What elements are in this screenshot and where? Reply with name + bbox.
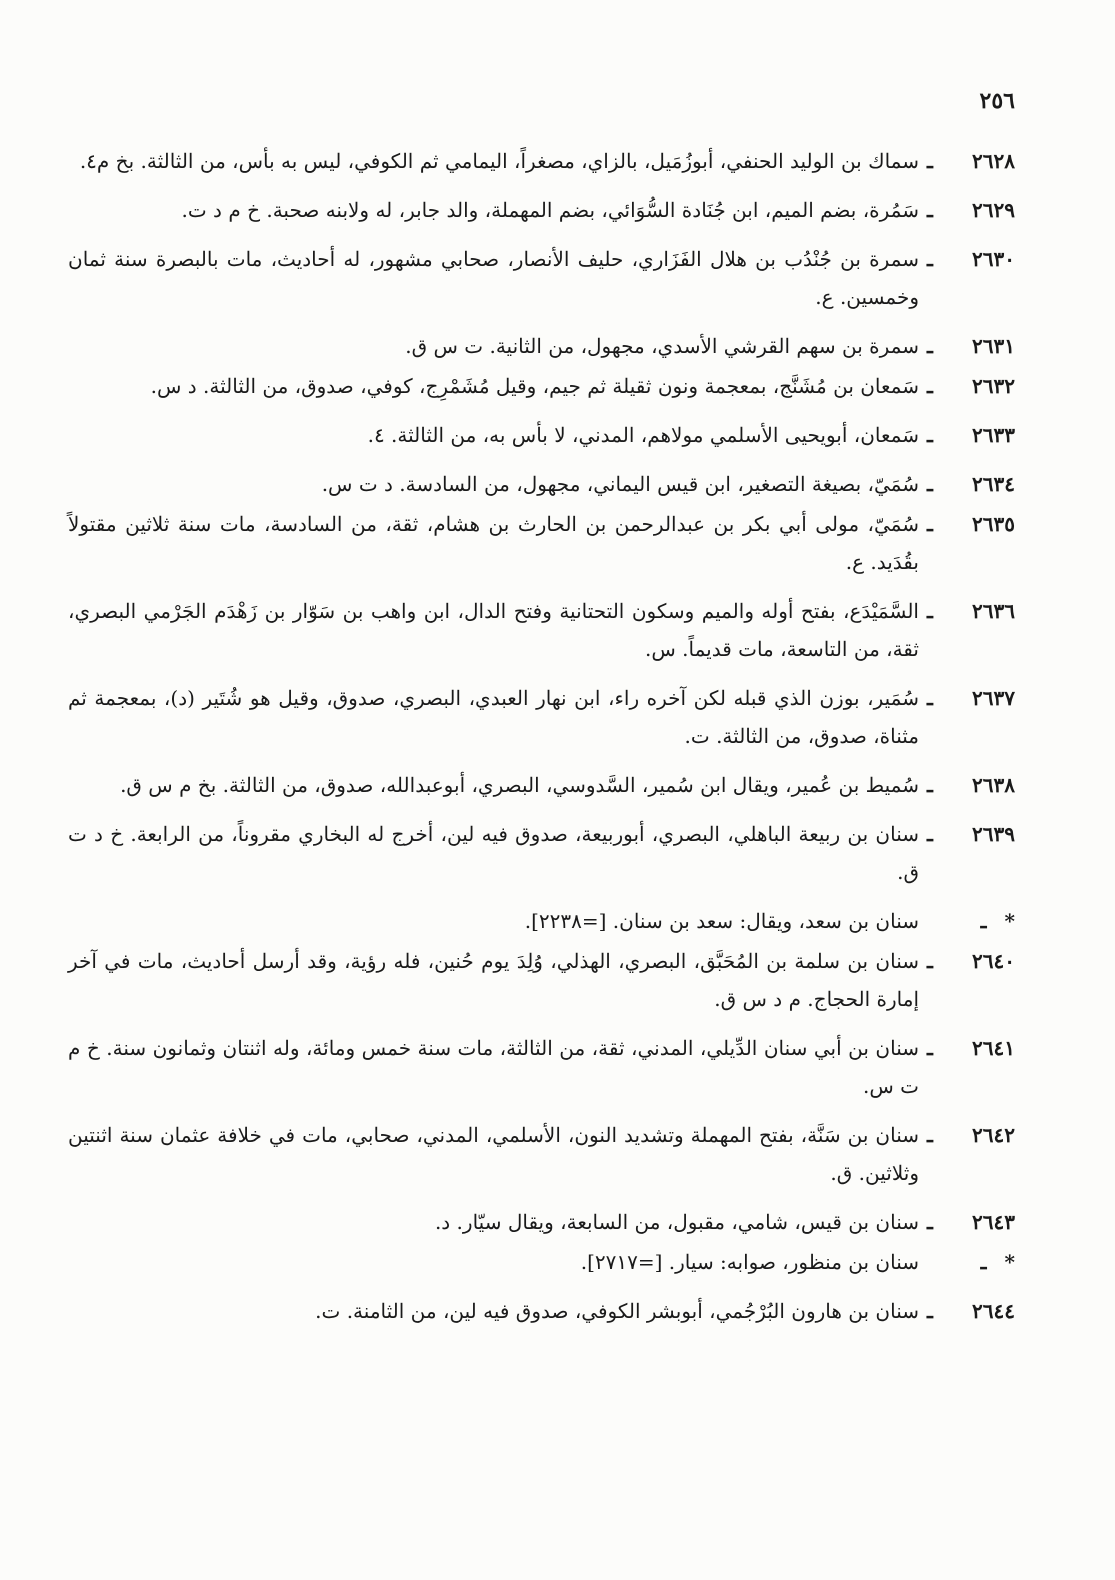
entry [68,327,1015,365]
cross-reference-entry [68,902,1015,940]
entry-number-group [919,465,1015,503]
entry-text: سَمعان، أبويحيى الأسلمي مولاهم، المدني، لا بأس به، من الثالثة. ٤. [367,423,919,447]
entry [68,1203,1015,1241]
entry-text: سنان بن منظور، صوابه: سيار. [=٢٧١٧]. [580,1250,919,1274]
entry-text: سَمعان بن مُشَنَّج، بمعجمة ونون ثقيلة ثم جيم، وقيل مُشَمْرِج، كوفي، صدوق، من الثالثة. د س. [150,374,919,398]
entry-number: ٢٦٣٥ [972,512,1015,536]
entry-dash: ـ [927,822,933,846]
entry-dash: ـ [927,472,933,496]
asterisk-marker: * [1004,909,1015,933]
entry-dash: ـ [927,1036,933,1060]
entry-dash: ـ [980,1250,987,1274]
entry-text: سُمَير، بوزن الذي قبله لكن آخره راء، ابن نهار العبدي، البصري، صدوق، وقيل هو شُتَير (د)، بمعجمة ثم مثناة، صدوق، من الثالثة. ت. [68,686,919,748]
entry-text: سمرة بن جُنْدُب بن هلال الفَزَاري، حليف الأنصار، صحابي مشهور، له أحاديث، مات بالبصرة سنة ثمان وخمسين. ع. [68,247,919,309]
entry-number: ٢٦٣٦ [972,599,1015,623]
asterisk-marker: * [1004,1250,1015,1274]
entry-dash: ـ [927,198,933,222]
entry-number: ٢٦٤٣ [972,1210,1015,1234]
entry-text: سماك بن الوليد الحنفي، أبوزُمَيل، بالزاي، مصغراً، اليمامي ثم الكوفي، ليس به بأس، من الثالثة. بخ م٤. [79,149,919,173]
entry-dash: ـ [927,949,933,973]
entry-text: سُمَيّ، مولى أبي بكر بن عبدالرحمن بن الحارث بن هشام، ثقة، من السادسة، مات سنة ثلاثين مقتولاً بقُدَيد. ع. [68,512,919,574]
entry [68,1116,1015,1192]
entry [68,416,1015,454]
entry-number-group [919,367,1015,405]
entry-number-group [919,327,1015,365]
entry-number: ٢٦٣٠ [972,247,1015,271]
entry [68,592,1015,668]
entry-list [68,142,1015,1341]
entry-number-group [919,1203,1015,1241]
entry-dash: ـ [927,512,933,536]
entry [68,1029,1015,1105]
entry-text: سنان بن سلمة بن المُحَبَّق، البصري، الهذلي، وُلِدَ يوم حُنين، فله رؤية، وقد أرسل أحاديث، مات في آخر إمارة الحجاج. م د س ق. [68,949,919,1011]
entry-number: ٢٦٢٩ [972,198,1015,222]
page-number: ٢٥٦ [979,88,1015,114]
entry-number-group [919,1029,1015,1067]
entry-text: سنان بن أبي سنان الدِّيلي، المدني، ثقة، من الثالثة، مات سنة خمس ومائة، وله اثنتان وثمانون سنة. خ م ت س. [68,1036,919,1098]
entry-text: سنان بن سعد، ويقال: سعد بن سنان. [=٢٢٣٨]. [524,909,919,933]
entry-dash: ـ [927,247,933,271]
entry-number-group [919,679,1015,717]
entry-text: السَّمَيْدَع، بفتح أوله والميم وسكون التحتانية وفتح الدال، ابن واهب بن سَوّار بن زَهْدَم الجَرْمي البصري، ثقة، من التاسعة، مات قديماً. س. [68,599,919,661]
entry-dash: ـ [927,1210,933,1234]
entry [68,766,1015,804]
entry-dash: ـ [927,423,933,447]
entry-number: ٢٦٣٧ [972,686,1015,710]
entry-number: ٢٦٣١ [972,334,1015,358]
entry-number: ٢٦٣٣ [972,423,1015,447]
entry-number-group [919,592,1015,630]
entry [68,1292,1015,1330]
entry [68,367,1015,405]
entry-dash: ـ [927,374,933,398]
entry-number: ٢٦٤١ [972,1036,1015,1060]
entry-text: سنان بن ربيعة الباهلي، البصري، أبوربيعة، صدوق فيه لين، أخرج له البخاري مقروناً، من الرابعة. خ د ت ق. [68,822,919,884]
entry-number: ٢٦٢٨ [972,149,1015,173]
cross-reference-entry [68,1243,1015,1281]
entry-number-group [919,1292,1015,1330]
entry-number-group [919,1243,1015,1281]
entry-dash: ـ [927,773,933,797]
entry-dash: ـ [927,149,933,173]
entry-text: سنان بن هارون البُرْجُمي، أبوبشر الكوفي، صدوق فيه لين، من الثامنة. ت. [315,1299,919,1323]
entry-number-group [919,142,1015,180]
entry-text: سنان بن سَنَّة، بفتح المهملة وتشديد النون، الأسلمي، المدني، صحابي، مات في خلافة عثمان سنة اثنتين وثلاثين. ق. [68,1123,919,1185]
entry-dash: ـ [927,1299,933,1323]
entry-text: سَمُرة، بضم الميم، ابن جُنَادة السُّوَائي، بضم المهملة، والد جابر، له ولابنه صحبة. خ م د ت. [181,198,919,222]
entry-number-group [919,1116,1015,1154]
entry-dash: ـ [927,599,933,623]
entry-number: ٢٦٣٤ [972,472,1015,496]
entry-text: سُمَيّ، بصيغة التصغير، ابن قيس اليماني، مجهول، من السادسة. د ت س. [321,472,919,496]
entry-dash: ـ [927,1123,933,1147]
entry-text: سنان بن قيس، شامي، مقبول، من السابعة، ويقال سيّار. د. [434,1210,919,1234]
entry-number: ٢٦٤٢ [972,1123,1015,1147]
entry [68,815,1015,891]
entry [68,142,1015,180]
entry-dash: ـ [980,909,987,933]
entry-text: سُميط بن عُمير، ويقال ابن سُمير، السَّدوسي، البصري، أبوعبدالله، صدوق، من الثالثة. بخ م س ق. [120,773,919,797]
entry-number-group [919,942,1015,980]
entry-number: ٢٦٣٢ [972,374,1015,398]
entry-number-group [919,815,1015,853]
entry-text: سمرة بن سهم القرشي الأسدي، مجهول، من الثانية. ت س ق. [405,334,919,358]
entry [68,679,1015,755]
entry [68,465,1015,503]
entry [68,240,1015,316]
entry [68,942,1015,1018]
entry-number: ٢٦٣٨ [972,773,1015,797]
entry-number-group [919,766,1015,804]
entry-number-group [919,416,1015,454]
entry-dash: ـ [927,334,933,358]
entry-number-group [919,505,1015,543]
entry-number: ٢٦٤٤ [972,1299,1015,1323]
entry [68,505,1015,581]
entry-number-group [919,902,1015,940]
entry-number-group [919,191,1015,229]
entry-number: ٢٦٣٩ [972,822,1015,846]
entry-dash: ـ [927,686,933,710]
entry-number-group [919,240,1015,278]
entry [68,191,1015,229]
entry-number: ٢٦٤٠ [972,949,1015,973]
